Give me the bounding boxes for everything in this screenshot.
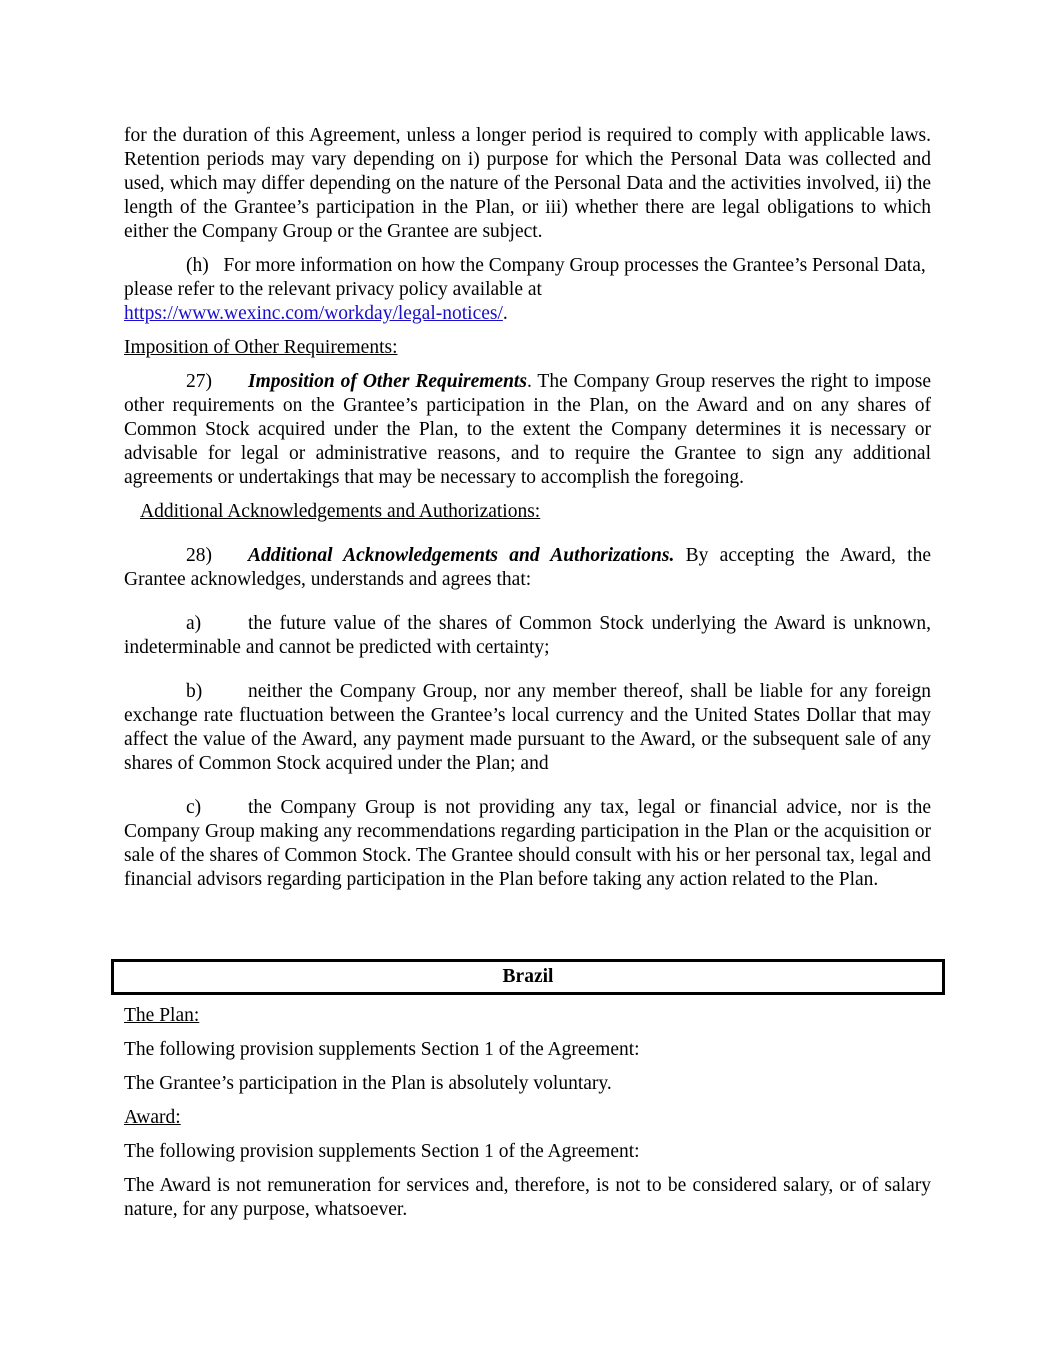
retention-paragraph: for the duration of this Agreement, unless a longer period is required to comply with applicable laws. Retention periods may vary depending on i) purpose for which the Personal Data was collected and used, which may differ depending on the nature of the Personal Data and the activities involved, ii) the length of the Grantee’s participation in the Plan, or iii) whether there are legal obligations to which either the Company Group or the Grantee are subject. xyxy=(124,125,931,242)
award-supplement-note: The following provision supplements Section 1 of the Agreement: xyxy=(124,1141,640,1162)
item-c-text: the Company Group is not providing any tax, legal or financial advice, nor is the Company Group making any recommendations regarding participation in the Plan or the acquisition or sale of the shares of Common Stock. The Grantee should consult with his or her personal tax, legal and financial advisors regarding participation in the Plan before taking any action related to the Plan. xyxy=(124,797,931,890)
section-27 xyxy=(124,370,931,490)
section-28-title: Additional Acknowledgements and Authorizations. xyxy=(248,545,675,566)
item-c-label: c) xyxy=(186,797,202,818)
heading-additional-acknowledgements: Additional Acknowledgements and Authorizations: xyxy=(140,501,541,522)
item-a-label: a) xyxy=(186,613,202,634)
heading-other-requirements: Imposition of Other Requirements: xyxy=(124,337,398,358)
plan-voluntary-text: The Grantee’s participation in the Plan is absolutely voluntary. xyxy=(124,1073,612,1094)
country-header-brazil: Brazil xyxy=(111,959,945,995)
heading-award: Award: xyxy=(124,1107,181,1128)
item-h-text: For more information on how the Company Group processes the Grantee’s Personal Data, please refer to the relevant privacy policy available at xyxy=(124,255,926,300)
heading-the-plan: The Plan: xyxy=(124,1005,200,1026)
award-remuneration-text: The Award is not remuneration for services and, therefore, is not to be considered salary, or of salary nature, for any purpose, whatsoever. xyxy=(124,1175,931,1220)
item-h-tail: . xyxy=(502,303,508,324)
privacy-policy-link[interactable]: https://www.wexinc.com/workday/legal-notices/ xyxy=(124,303,503,324)
item-c xyxy=(124,796,931,892)
item-a xyxy=(124,612,931,660)
section-28-text: By accepting the Award, the Grantee acknowledges, understands and agrees that: xyxy=(124,545,931,590)
section-28 xyxy=(124,544,931,592)
brazil-section xyxy=(124,1004,931,1222)
privacy-info-paragraph xyxy=(124,254,931,326)
document-page xyxy=(124,124,931,892)
section-28-number: 28) xyxy=(186,545,212,566)
item-b xyxy=(124,680,931,776)
item-a-text: the future value of the shares of Common Stock underlying the Award is unknown, indeterminable and cannot be predicted with certainty; xyxy=(124,613,931,658)
section-27-title: Imposition of Other Requirements xyxy=(248,371,527,392)
item-b-label: b) xyxy=(186,681,203,702)
item-b-text: neither the Company Group, nor any member thereof, shall be liable for any foreign exchange rate fluctuation between the Grantee’s local currency and the United States Dollar that may affect the value of the Award, any payment made pursuant to the Award, or the subsequent sale of any shares of Common Stock acquired under the Plan; and xyxy=(124,681,931,774)
plan-supplement-note: The following provision supplements Section 1 of the Agreement: xyxy=(124,1039,640,1060)
section-27-number: 27) xyxy=(186,371,212,392)
item-h-label: (h) xyxy=(186,255,209,276)
section-27-text: . The Company Group reserves the right to impose other requirements on the Grantee’s participation in the Plan, on the Award and on any shares of Common Stock acquired under the Plan, to the extent the Company determines it is necessary or advisable for legal or administrative reasons, and to require the Grantee to sign any additional agreements or undertakings that may be necessary to accomplish the foregoing. xyxy=(124,371,931,488)
